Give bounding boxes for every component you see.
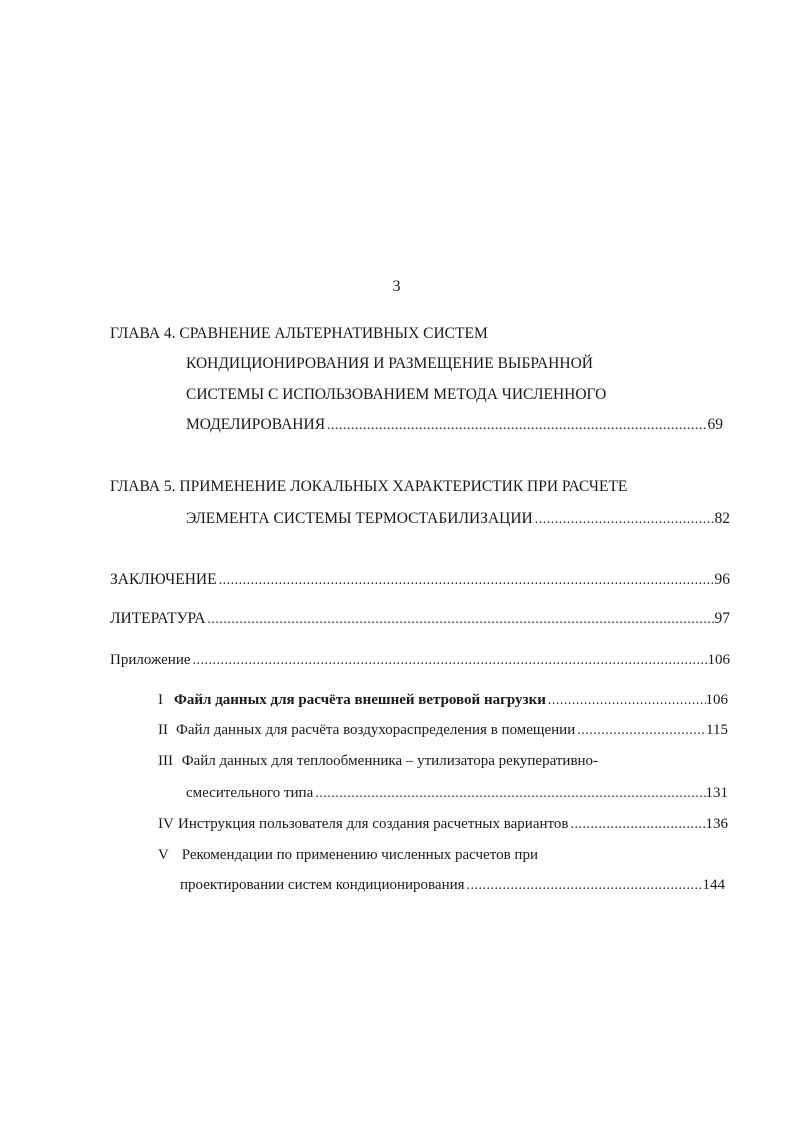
appendix-toc-entry	[110, 650, 730, 670]
appendix-item-3-title-line2: смесительного типа	[186, 785, 314, 801]
appendix-item-4-numeral: IV	[158, 816, 174, 832]
appendix-item-1-page: 106	[705, 692, 728, 708]
chapter5-page-number: 82	[714, 510, 730, 527]
dot-leader	[191, 651, 708, 671]
appendix-item-3-page: 131	[705, 785, 728, 801]
appendix-item-5-page: 144	[702, 877, 725, 893]
chapter4-title-line1: ГЛАВА 4. СРАВНЕНИЕ АЛЬТЕРНАТИВНЫХ СИСТЕМ	[110, 325, 488, 342]
appendix-item-4-title: Инструкция пользователя для создания расчетных вариантов	[178, 816, 569, 832]
appendix-page-number: 106	[707, 652, 730, 668]
page-number: 3	[392, 278, 401, 295]
chapter4-title-line3: СИСТЕМЫ С ИСПОЛЬЗОВАНИЕМ МЕТОДА ЧИСЛЕННОГО	[186, 386, 607, 403]
appendix-item-1-numeral: I	[158, 692, 163, 708]
literature-page-number: 97	[714, 610, 730, 627]
appendix-item-5-line1	[158, 845, 538, 865]
appendix-item-2	[158, 720, 728, 740]
appendix-item-4-page: 136	[705, 816, 728, 832]
chapter4-toc-entry	[186, 415, 723, 435]
conclusion-label: ЗАКЛЮЧЕНИЕ	[110, 571, 217, 588]
chapter4-title-line2: КОНДИЦИОНИРОВАНИЯ И РАЗМЕЩЕНИЕ ВЫБРАННОЙ	[186, 355, 593, 372]
dot-leader	[546, 691, 706, 711]
literature-toc-entry	[110, 609, 730, 629]
chapter4-title-line4: МОДЕЛИРОВАНИЯ	[186, 416, 326, 433]
appendix-item-2-page: 115	[706, 722, 728, 738]
dot-leader	[313, 784, 705, 804]
dot-leader	[325, 416, 707, 436]
appendix-item-5	[180, 875, 725, 895]
appendix-label: Приложение	[110, 652, 191, 668]
appendix-item-3-line1	[158, 751, 598, 771]
appendix-item-3-numeral: III	[158, 753, 173, 769]
literature-label: ЛИТЕРАТУРА	[110, 610, 206, 627]
appendix-item-2-numeral: II	[158, 722, 168, 738]
dot-leader	[205, 610, 714, 630]
conclusion-page-number: 96	[714, 571, 730, 588]
dot-leader	[568, 815, 705, 835]
appendix-item-1	[158, 690, 728, 710]
appendix-item-5-title: Рекомендации по применению численных расчетов при	[181, 847, 538, 863]
dot-leader	[533, 510, 715, 530]
chapter4-page-number: 69	[707, 416, 723, 433]
dot-leader	[575, 721, 706, 741]
appendix-item-3-title: Файл данных для теплообменника – утилизатора рекуперативно-	[181, 753, 599, 769]
appendix-item-3	[186, 783, 728, 803]
chapter5-toc-entry	[186, 509, 730, 529]
appendix-item-2-title: Файл данных для расчёта воздухораспределения в помещении	[176, 722, 576, 738]
appendix-item-4	[158, 814, 728, 834]
appendix-item-1-title: Файл данных для расчёта внешней ветровой нагрузки	[174, 692, 546, 708]
chapter5-title-line2: ЭЛЕМЕНТА СИСТЕМЫ ТЕРМОСТАБИЛИЗАЦИИ	[186, 510, 533, 527]
dot-leader	[465, 876, 703, 896]
appendix-item-5-numeral: V	[158, 847, 169, 863]
appendix-item-5-title-line2: проектировании систем кондиционирования	[180, 877, 465, 893]
dot-leader	[217, 571, 715, 591]
chapter5-title-line1: ГЛАВА 5. ПРИМЕНЕНИЕ ЛОКАЛЬНЫХ ХАРАКТЕРИСТИК ПРИ РАСЧЕТЕ	[110, 478, 628, 495]
conclusion-toc-entry	[110, 570, 730, 590]
